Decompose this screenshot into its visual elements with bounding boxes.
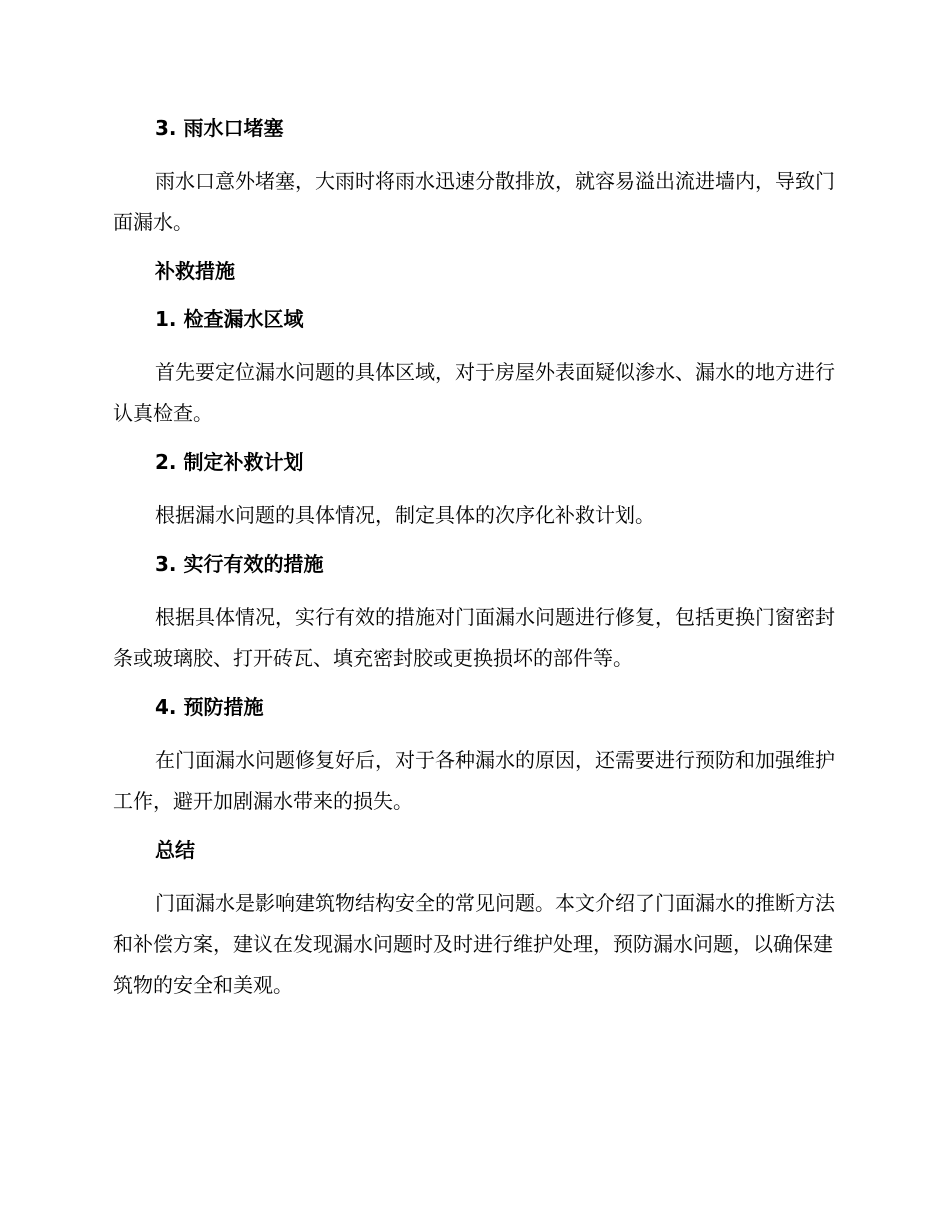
section-heading-remedies: 补救措施 <box>155 259 235 283</box>
paragraph-inspect: 首先要定位漏水问题的具体区域，对于房屋外表面疑似渗水、漏水的地方进行认真检查。 <box>113 360 835 425</box>
section-heading-summary: 总结 <box>155 838 195 862</box>
section-heading-inspect: 1. 检查漏水区域 <box>155 307 304 331</box>
paragraph-plan: 根据漏水问题的具体情况，制定具体的次序化补救计划。 <box>155 503 655 527</box>
section-heading-measures: 3. 实行有效的措施 <box>155 552 324 576</box>
section-heading-rain-outlet: 3. 雨水口堵塞 <box>155 116 284 140</box>
paragraph-rain-outlet: 雨水口意外堵塞，大雨时将雨水迅速分散排放，就容易溢出流进墙内，导致门面漏水。 <box>113 169 835 234</box>
section-heading-prevention: 4. 预防措施 <box>155 695 264 719</box>
paragraph-measures: 根据具体情况，实行有效的措施对门面漏水问题进行修复，包括更换门窗密封条或玻璃胶、打开砖瓦、填充密封胶或更换损坏的部件等。 <box>113 605 835 670</box>
paragraph-summary: 门面漏水是影响建筑物结构安全的常见问题。本文介绍了门面漏水的推断方法和补偿方案，建议在发现漏水问题时及时进行维护处理，预防漏水问题，以确保建筑物的安全和美观。 <box>113 891 835 997</box>
section-heading-plan: 2. 制定补救计划 <box>155 450 304 474</box>
paragraph-prevention: 在门面漏水问题修复好后，对于各种漏水的原因，还需要进行预防和加强维护工作，避开加剧漏水带来的损失。 <box>113 748 835 813</box>
